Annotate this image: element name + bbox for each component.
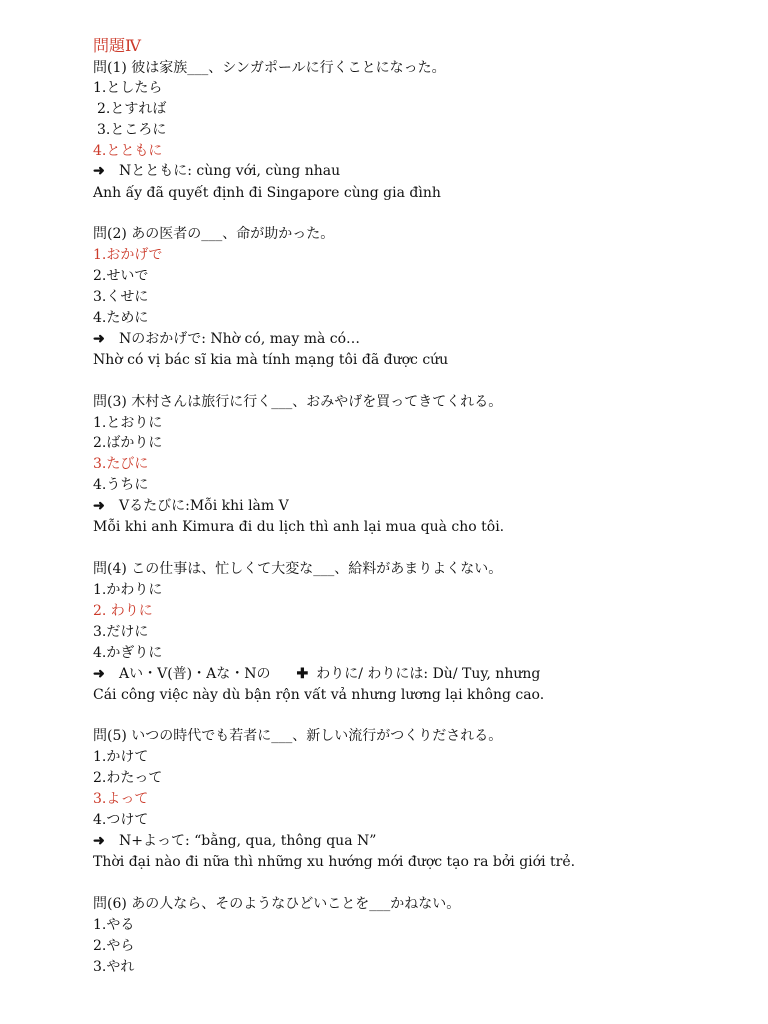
q5-grammar-note	[93, 831, 376, 851]
q4-option-3: 3.だけに	[93, 624, 149, 640]
cross-icon: ✚	[296, 666, 309, 682]
q4-option-4: 4.かぎりに	[93, 645, 163, 661]
q1-option-4-answer: 4.とともに	[93, 143, 163, 159]
q5-option-3-answer: 3.よって	[93, 791, 149, 807]
question-5: 問(5) いつの時代でも若者に___、新しい流行がつくりだされる。	[93, 728, 503, 744]
q5-option-2: 2.わたって	[93, 770, 163, 786]
q5-option-4: 4.つけて	[93, 812, 149, 828]
q2-translation: Nhờ có vị bác sĩ kia mà tính mạng tôi đã được cứu	[93, 352, 449, 368]
q3-option-2: 2.ばかりに	[93, 435, 163, 451]
arrow-icon: ➜	[93, 163, 105, 179]
q3-grammar-note	[93, 496, 289, 516]
question-4: 問(4) この仕事は、忙しくて大変な___、給料があまりよくない。	[93, 561, 503, 577]
q4-note-right: わりに/ わりには: Dù/ Tuy, nhưng	[316, 666, 541, 682]
q4-option-2-answer: 2. わりに	[93, 603, 153, 619]
question-6: 問(6) あの人なら、そのようなひどいことを___かねない。	[93, 896, 461, 912]
section-title: 問題Ⅳ	[93, 36, 141, 55]
q1-option-2: 2.とすれば	[97, 101, 167, 117]
q3-note-text: Vるたびに:Mỗi khi làm V	[119, 498, 289, 514]
q4-note-left: Aい・V(普)・Aな・Nの	[119, 666, 271, 682]
q5-translation: Thời đại nào đi nữa thì những xu hướng mới được tạo ra bởi giới trẻ.	[93, 854, 576, 870]
q2-note-text: Nのおかげで: Nhờ có, may mà có…	[119, 331, 361, 347]
question-1: 問(1) 彼は家族___、シンガポールに行くことになった。	[93, 60, 446, 76]
q2-option-1-answer: 1.おかげで	[93, 247, 163, 263]
q6-option-3: 3.やれ	[93, 959, 135, 975]
q5-note-text: N+よって: “bằng, qua, thông qua N”	[119, 833, 377, 849]
q2-option-4: 4.ために	[93, 310, 149, 326]
q3-option-3-answer: 3.たびに	[93, 456, 149, 472]
q3-translation: Mỗi khi anh Kimura đi du lịch thì anh lại mua quà cho tôi.	[93, 519, 505, 535]
q4-option-1: 1.かわりに	[93, 582, 163, 598]
q1-note-text: Nとともに: cùng với, cùng nhau	[119, 163, 341, 179]
q6-option-1: 1.やる	[93, 917, 135, 933]
q1-option-3: 3.ところに	[97, 122, 167, 138]
q6-option-2: 2.やら	[93, 938, 135, 954]
q5-option-1: 1.かけて	[93, 749, 149, 765]
question-2: 問(2) あの医者の___、命が助かった。	[93, 226, 335, 242]
q3-option-1: 1.とおりに	[93, 415, 163, 431]
q4-grammar-note	[93, 664, 540, 684]
question-3: 問(3) 木村さんは旅行に行く___、おみやげを買ってきてくれる。	[93, 394, 503, 410]
q3-option-4: 4.うちに	[93, 477, 149, 493]
q2-option-3: 3.くせに	[93, 289, 149, 305]
arrow-icon: ➜	[93, 666, 105, 682]
arrow-icon: ➜	[93, 498, 105, 514]
arrow-icon: ➜	[93, 331, 105, 347]
q1-grammar-note	[93, 161, 340, 181]
arrow-icon: ➜	[93, 833, 105, 849]
q2-option-2: 2.せいで	[93, 268, 149, 284]
q1-translation: Anh ấy đã quyết định đi Singapore cùng gia đình	[93, 185, 441, 201]
q2-grammar-note	[93, 329, 360, 349]
q1-option-1: 1.としたら	[93, 80, 163, 96]
q4-translation: Cái công việc này dù bận rộn vất vả nhưng lương lại không cao.	[93, 687, 545, 703]
